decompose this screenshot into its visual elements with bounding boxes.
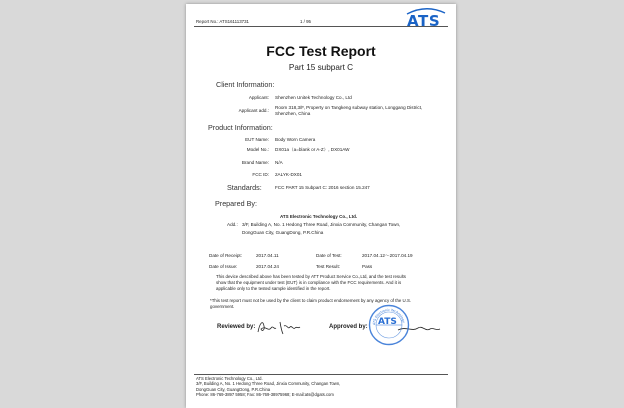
prepared-by-heading: Prepared By: [215, 199, 257, 208]
footer-divider [194, 374, 448, 375]
eut-name-label: EUT Name: [245, 137, 269, 142]
header-divider [194, 26, 448, 27]
lab-address-line1: 3/F, Building A, No. 1 Hedong Three Road, Jinxia Community, Changan Town, [242, 222, 401, 227]
footer-line-2: 3/F, Building A, No. 1 Hedong Three Road, Jinxia Community, Changan Town, [196, 381, 341, 387]
standards-heading: Standards: [227, 183, 262, 192]
lab-company-name: ATS Electronic Technology Co., Ltd. [280, 214, 358, 219]
report-title: FCC Test Report [266, 43, 376, 59]
client-info-heading: Client Information: [216, 80, 275, 89]
lab-address-label: Add.: [227, 222, 238, 227]
fcc-id-label: FCC ID: [252, 172, 269, 177]
brand-name-value: N/A [275, 160, 283, 165]
approved-by-label: Approved by: [329, 324, 368, 330]
eut-name-value: Body Worn Camera [275, 137, 316, 142]
applicant-address-line1: Room 318,3/F, Property on Tangkeng subway station, Longgang District, [275, 105, 423, 110]
report-number: Report No.: ATS161113731 [196, 19, 249, 24]
statement-line-2: show that the equipment under test (EUT) is in compliance with the FCC requirements. And it is [216, 280, 402, 286]
reviewer-signature [254, 316, 302, 338]
date-of-test-label: Date of Test: [316, 253, 342, 258]
date-of-receipt-label: Date of Receipt: [209, 253, 242, 258]
date-of-test-value: 2017.04.12～2017.04.19 [362, 253, 413, 258]
page-number: 1 / 95 [300, 19, 311, 24]
applicant-label: Applicant: [248, 95, 269, 100]
applicant-address-line2: Shenzhen, China [275, 111, 311, 116]
test-result-label: Test Result: [316, 264, 340, 269]
compliance-statement [216, 274, 441, 293]
footer-line-4: Phone: 86-769-3897 5958; Fax: 86-769-38975968; E-mail:ats@dgats.com [196, 392, 334, 398]
model-no-label: Model No.: [246, 147, 269, 152]
seal-top-text: ATS Electronic Technology [371, 307, 406, 326]
statement-line-3: applicable only to the tested sample identified in the report. [216, 286, 331, 292]
product-info-heading: Product Information: [208, 123, 273, 132]
reviewed-by-label: Reviewed by: [217, 324, 256, 330]
seal-center-text: ATS [378, 317, 397, 327]
report-subtitle: Part 15 subpart C [288, 63, 354, 72]
company-seal [368, 304, 410, 346]
date-of-issue-value: 2017.04.24 [256, 264, 279, 269]
brand-name-label: Brand Name: [241, 160, 269, 165]
statement-line-1: This device described above has been tested by ATT Product Service Co.,Ltd, and the test results [216, 274, 406, 279]
note-line-1: *This test report must not be used by the client to claim product endorsement by any agency of the U.S. [210, 298, 412, 303]
model-no-value: DX01a（a=blank or A-Z）, DX01AW [275, 147, 350, 152]
applicant-value: Shenzhen Unitek Technology Co., Ltd [275, 95, 352, 100]
date-of-receipt-value: 2017.04.11 [256, 253, 279, 258]
standards-value: FCC PART 15 Subpart C: 2016 section 15.247 [275, 185, 370, 190]
test-result-value: Pass [362, 264, 373, 269]
date-of-issue-label: Date of Issue: [209, 264, 238, 269]
footer-line-3: DongGuan City, GuangDong, P.R.China [196, 386, 271, 392]
logo-text: ATS [407, 12, 441, 30]
applicant-address-label: Applicant add.: [238, 108, 269, 113]
footer-block [196, 376, 340, 398]
footer-line-1: ATS Electronic Technology Co., Ltd. [196, 376, 263, 381]
fcc-id-value: 2ALYK-DX01 [275, 172, 302, 177]
report-page [186, 4, 456, 408]
lab-address-line2: DongGuan City, GuangDong, P.R.China [242, 230, 324, 235]
note-line-2: government. [210, 304, 235, 310]
